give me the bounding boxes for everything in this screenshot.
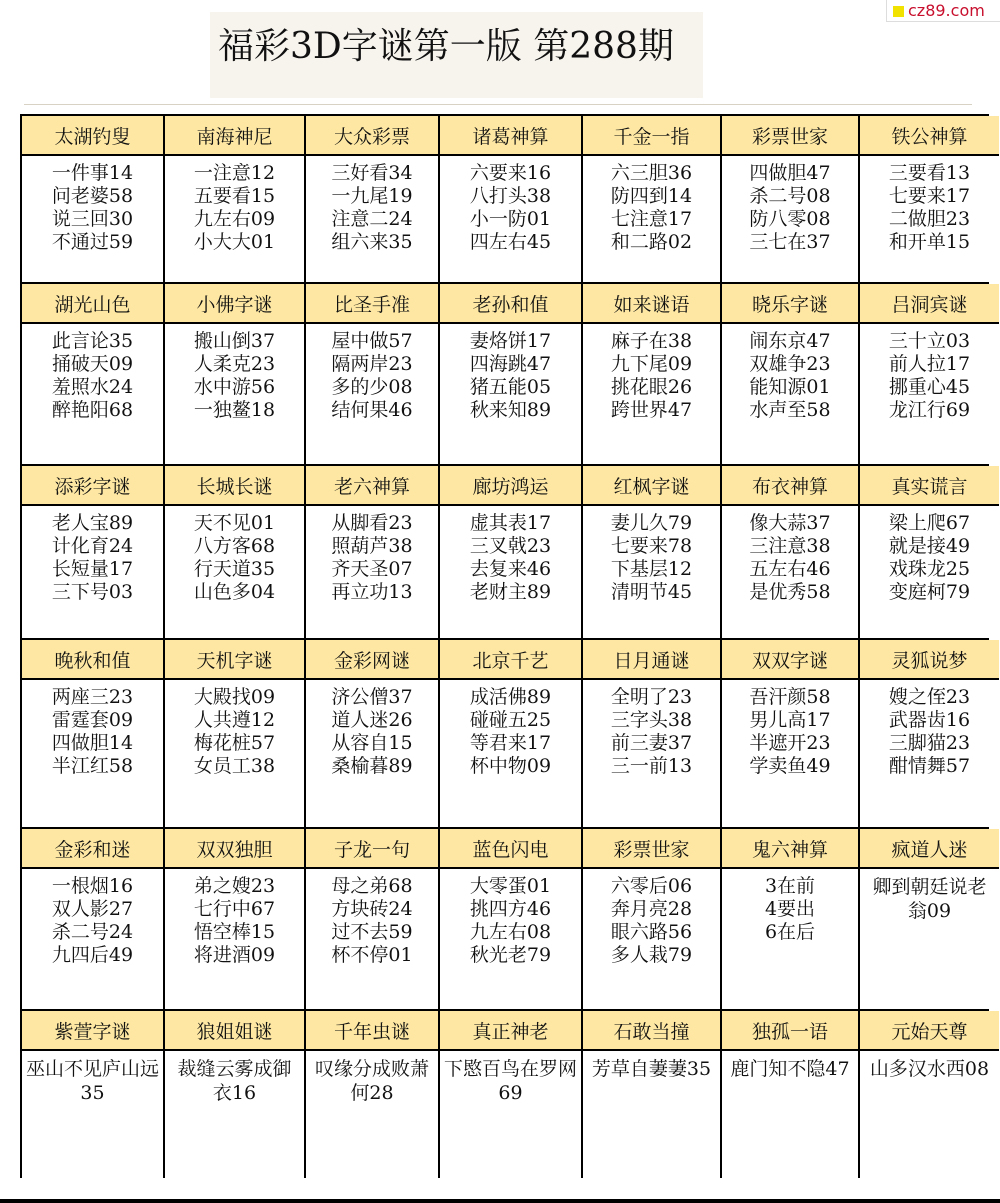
riddle-cell-title: 北京千艺 <box>440 640 581 680</box>
riddle-cell-body <box>165 324 304 464</box>
riddle-cell-title: 元始天尊 <box>860 1011 999 1051</box>
riddle-line: 此言论35 <box>51 330 134 352</box>
riddle-cell-title: 晚秋和值 <box>22 640 163 680</box>
riddle-cell-body <box>440 324 581 464</box>
riddle-cell-body <box>583 156 720 282</box>
riddle-line: 小大大01 <box>193 231 276 253</box>
riddle-cell <box>22 116 163 282</box>
riddle-line: 能知源01 <box>749 376 831 398</box>
riddle-line: 变庭柯79 <box>888 581 971 603</box>
riddle-line: 3在前 <box>764 875 816 897</box>
riddle-line: 三好看34 <box>331 162 413 184</box>
riddle-line: 男儿高17 <box>749 709 831 731</box>
riddle-cell-body <box>440 1051 581 1186</box>
riddle-line: 三下号03 <box>51 581 134 603</box>
riddle-line: 双人影27 <box>51 898 134 920</box>
riddle-line: 芳草自萋萋35 <box>591 1058 712 1080</box>
riddle-cell <box>583 466 720 638</box>
riddle-line: 三注意38 <box>749 535 831 557</box>
riddle-line: 奔月亮28 <box>610 898 693 920</box>
riddle-cell-body <box>583 1051 720 1186</box>
riddle-cell-body <box>22 156 163 282</box>
riddle-line: 行天道35 <box>193 558 276 580</box>
riddle-line: 多人栽79 <box>610 944 693 966</box>
riddle-cell-title: 真正神老 <box>440 1011 581 1051</box>
riddle-line: 防八零08 <box>749 208 831 230</box>
riddle-line: 三一前13 <box>610 755 693 777</box>
riddle-line: 捅破天09 <box>51 353 134 375</box>
riddle-line: 防四到14 <box>610 185 693 207</box>
riddle-cell <box>165 466 304 638</box>
riddle-cell-title: 彩票世家 <box>583 829 720 869</box>
riddle-line: 武器齿16 <box>888 709 971 731</box>
riddle-cell-body <box>722 156 858 282</box>
riddle-cell <box>722 116 858 282</box>
riddle-line: 女员工38 <box>193 755 276 777</box>
riddle-cell-body <box>22 1051 163 1186</box>
riddle-line: 注意二24 <box>331 208 413 230</box>
riddle-cell-title: 吕洞宾谜 <box>860 284 999 324</box>
riddle-line: 挑四方46 <box>469 898 552 920</box>
riddle-cell-title: 铁公神算 <box>860 116 999 156</box>
riddle-line: 过不去59 <box>331 921 413 943</box>
riddle-cell-body <box>165 680 304 827</box>
riddle-cell <box>722 1011 858 1186</box>
riddle-line: 梁上爬67 <box>888 512 971 534</box>
riddle-line: 老人宝89 <box>51 512 134 534</box>
riddle-cell <box>165 829 304 1009</box>
riddle-cell-title: 彩票世家 <box>722 116 858 156</box>
riddle-grid <box>20 114 989 1178</box>
logo-square-icon <box>893 6 904 17</box>
riddle-line: 鹿门知不隐47 <box>730 1058 850 1080</box>
riddle-line: 九左右08 <box>469 921 552 943</box>
riddle-line: 和开单15 <box>888 231 971 253</box>
riddle-line: 屋中做57 <box>331 330 413 352</box>
riddle-cell <box>165 1011 304 1186</box>
riddle-line: 天不见01 <box>193 512 276 534</box>
riddle-cell-title: 布衣神算 <box>722 466 858 506</box>
riddle-cell-body <box>722 680 858 827</box>
riddle-cell-body <box>860 506 999 638</box>
riddle-cell-title: 南海神尼 <box>165 116 304 156</box>
riddle-cell-title: 诸葛神算 <box>440 116 581 156</box>
riddle-cell-title: 长城长谜 <box>165 466 304 506</box>
riddle-cell-body <box>583 680 720 827</box>
riddle-line: 六要来16 <box>469 162 552 184</box>
riddle-cell-body <box>860 1051 999 1186</box>
riddle-cell-body <box>722 1051 858 1186</box>
riddle-line: 长短量17 <box>51 558 134 580</box>
bottom-border <box>0 1199 1000 1203</box>
riddle-line: 去复来46 <box>469 558 552 580</box>
riddle-cell-title: 蓝色闪电 <box>440 829 581 869</box>
riddle-line: 妻烙饼17 <box>469 330 552 352</box>
riddle-line: 清明节45 <box>610 581 693 603</box>
riddle-cell-body <box>165 1051 304 1186</box>
riddle-line: 五左右46 <box>749 558 831 580</box>
riddle-cell-body <box>722 324 858 464</box>
riddle-line: 6在后 <box>764 921 816 943</box>
riddle-cell-title: 金彩和迷 <box>22 829 163 869</box>
riddle-line: 照葫芦38 <box>331 535 413 557</box>
riddle-line: 挪重心45 <box>888 376 971 398</box>
riddle-cell <box>722 284 858 464</box>
riddle-cell <box>22 640 163 827</box>
riddle-line: 从容自15 <box>331 732 413 754</box>
riddle-line: 杀二号08 <box>749 185 831 207</box>
riddle-cell-title: 天机字谜 <box>165 640 304 680</box>
riddle-line: 齐天圣07 <box>331 558 413 580</box>
riddle-line: 水声至58 <box>749 399 831 421</box>
riddle-cell-title: 千金一指 <box>583 116 720 156</box>
riddle-cell-title: 灵狐说梦 <box>860 640 999 680</box>
riddle-line: 七要来78 <box>610 535 693 557</box>
riddle-line: 妻儿久79 <box>610 512 693 534</box>
riddle-cell-body <box>165 869 304 1009</box>
riddle-line: 猪五能05 <box>469 376 552 398</box>
riddle-line: 不通过59 <box>51 231 134 253</box>
riddle-line: 组六来35 <box>331 231 413 253</box>
riddle-line: 七行中67 <box>193 898 276 920</box>
riddle-line: 桑榆暮89 <box>331 755 413 777</box>
riddle-line: 巫山不见庐山远35 <box>26 1058 160 1104</box>
riddle-cell-title: 金彩网谜 <box>306 640 438 680</box>
riddle-cell <box>860 1011 999 1186</box>
riddle-cell <box>306 640 438 827</box>
page-title: 福彩3D字谜第一版 第288期 <box>218 26 674 67</box>
riddle-cell-body <box>440 680 581 827</box>
riddle-cell <box>306 1011 438 1186</box>
riddle-line: 一独鳌18 <box>193 399 276 421</box>
riddle-cell <box>860 640 999 827</box>
riddle-line: 悟空棒15 <box>193 921 276 943</box>
riddle-cell <box>440 829 581 1009</box>
riddle-line: 弟之嫂23 <box>193 875 276 897</box>
riddle-line: 一注意12 <box>193 162 276 184</box>
riddle-cell-body <box>22 324 163 464</box>
riddle-cell <box>22 466 163 638</box>
riddle-cell-body <box>860 869 999 1009</box>
riddle-line: 老财主89 <box>469 581 552 603</box>
riddle-line: 小一防01 <box>469 208 552 230</box>
riddle-line: 碰碰五25 <box>469 709 552 731</box>
riddle-cell <box>583 116 720 282</box>
riddle-cell <box>583 829 720 1009</box>
riddle-line: 全明了23 <box>610 686 693 708</box>
riddle-cell <box>860 829 999 1009</box>
riddle-line: 大零蛋01 <box>469 875 552 897</box>
riddle-line: 七注意17 <box>610 208 693 230</box>
riddle-cell-body <box>306 680 438 827</box>
riddle-cell-title: 疯道人迷 <box>860 829 999 869</box>
riddle-line: 问老婆58 <box>51 185 134 207</box>
riddle-line: 八方客68 <box>193 535 276 557</box>
riddle-cell <box>165 640 304 827</box>
riddle-cell <box>165 284 304 464</box>
riddle-line: 一九尾19 <box>331 185 413 207</box>
riddle-line: 九四后49 <box>51 944 134 966</box>
riddle-cell <box>722 466 858 638</box>
riddle-cell <box>860 116 999 282</box>
riddle-line: 一根烟16 <box>51 875 134 897</box>
riddle-line: 前三妻37 <box>610 732 693 754</box>
riddle-line: 三脚猫23 <box>888 732 971 754</box>
riddle-cell-title: 太湖钓叟 <box>22 116 163 156</box>
riddle-line: 卿到朝廷说老翁09 <box>872 876 987 922</box>
riddle-line: 道人迷26 <box>331 709 413 731</box>
riddle-cell-body <box>440 156 581 282</box>
riddle-cell <box>22 829 163 1009</box>
riddle-cell-title: 双双字谜 <box>722 640 858 680</box>
riddle-cell <box>165 116 304 282</box>
riddle-line: 三字头38 <box>610 709 693 731</box>
riddle-line: 济公僧37 <box>331 686 413 708</box>
riddle-cell <box>22 1011 163 1186</box>
riddle-cell-body <box>860 324 999 464</box>
riddle-line: 山色多04 <box>193 581 276 603</box>
riddle-line: 下基层12 <box>610 558 693 580</box>
riddle-line: 雷霆套09 <box>51 709 134 731</box>
riddle-cell-body <box>722 506 858 638</box>
riddle-cell-title: 比圣手准 <box>306 284 438 324</box>
riddle-line: 4要出 <box>764 898 816 920</box>
riddle-line: 六零后06 <box>610 875 693 897</box>
riddle-line: 秋光老79 <box>469 944 552 966</box>
riddle-line: 跨世界47 <box>610 399 693 421</box>
riddle-cell-title: 紫萱字谜 <box>22 1011 163 1051</box>
riddle-line: 人柔克23 <box>193 353 276 375</box>
riddle-cell-title: 添彩字谜 <box>22 466 163 506</box>
riddle-line: 人共遵12 <box>193 709 276 731</box>
riddle-cell-body <box>306 869 438 1009</box>
riddle-line: 是优秀58 <box>749 581 831 603</box>
riddle-cell <box>440 1011 581 1186</box>
riddle-line: 杯中物09 <box>469 755 552 777</box>
riddle-line: 裁缝云雾成御衣16 <box>177 1058 292 1104</box>
riddle-line: 三十立03 <box>888 330 971 352</box>
riddle-cell-title: 千年虫谜 <box>306 1011 438 1051</box>
riddle-cell-title: 如来谜语 <box>583 284 720 324</box>
riddle-cell-title: 双双独胆 <box>165 829 304 869</box>
riddle-cell-title: 老六神算 <box>306 466 438 506</box>
riddle-cell <box>583 640 720 827</box>
riddle-line: 三七在37 <box>749 231 831 253</box>
riddle-cell <box>860 284 999 464</box>
riddle-line: 将进酒09 <box>193 944 276 966</box>
riddle-line: 二做胆23 <box>888 208 971 230</box>
riddle-cell-body <box>583 869 720 1009</box>
riddle-line: 酣情舞57 <box>888 755 971 777</box>
riddle-line: 像大蒜37 <box>749 512 831 534</box>
riddle-line: 梅花桩57 <box>193 732 276 754</box>
riddle-line: 双雄争23 <box>749 353 831 375</box>
riddle-line: 羞照水24 <box>51 376 134 398</box>
riddle-line: 水中游56 <box>193 376 276 398</box>
riddle-line: 隔两岸23 <box>331 353 413 375</box>
riddle-cell-body <box>306 156 438 282</box>
riddle-cell-body <box>440 869 581 1009</box>
logo-text: cz89.com <box>908 1 985 20</box>
riddle-line: 三叉戟23 <box>469 535 552 557</box>
riddle-line: 母之弟68 <box>331 875 413 897</box>
riddle-cell <box>583 284 720 464</box>
riddle-cell <box>306 466 438 638</box>
riddle-cell-title: 红枫字谜 <box>583 466 720 506</box>
riddle-cell-body <box>22 869 163 1009</box>
riddle-cell-title: 廊坊鸿运 <box>440 466 581 506</box>
riddle-cell-body <box>306 324 438 464</box>
riddle-line: 麻子在38 <box>610 330 693 352</box>
riddle-cell <box>860 466 999 638</box>
riddle-line: 八打头38 <box>469 185 552 207</box>
riddle-line: 三要看13 <box>888 162 971 184</box>
riddle-cell <box>440 466 581 638</box>
site-logo[interactable] <box>886 0 1000 22</box>
riddle-line: 杯不停01 <box>331 944 413 966</box>
riddle-cell <box>306 829 438 1009</box>
riddle-line: 计化育24 <box>51 535 134 557</box>
riddle-line: 眼六路56 <box>610 921 693 943</box>
riddle-line: 吾汗颜58 <box>749 686 831 708</box>
riddle-cell-title: 大众彩票 <box>306 116 438 156</box>
riddle-cell <box>22 284 163 464</box>
riddle-cell <box>306 284 438 464</box>
riddle-line: 醉艳阳68 <box>51 399 134 421</box>
riddle-line: 四左右45 <box>469 231 552 253</box>
riddle-line: 多的少08 <box>331 376 413 398</box>
riddle-cell-title: 狼姐姐谜 <box>165 1011 304 1051</box>
riddle-cell-title: 石敢当撞 <box>583 1011 720 1051</box>
riddle-line: 秋来知89 <box>469 399 552 421</box>
riddle-cell-title: 老孙和值 <box>440 284 581 324</box>
riddle-line: 两座三23 <box>51 686 134 708</box>
riddle-line: 闹东京47 <box>749 330 831 352</box>
riddle-cell-body <box>306 1051 438 1186</box>
riddle-cell-body <box>22 506 163 638</box>
riddle-line: 叹缘分成败萧何28 <box>314 1058 429 1104</box>
riddle-line: 下愍百鸟在罗网69 <box>444 1058 578 1104</box>
riddle-line: 五要看15 <box>193 185 276 207</box>
riddle-cell-title: 鬼六神算 <box>722 829 858 869</box>
riddle-cell-body <box>22 680 163 827</box>
riddle-line: 半遮开23 <box>749 732 831 754</box>
riddle-line: 龙江行69 <box>888 399 971 421</box>
riddle-line: 一件事14 <box>51 162 134 184</box>
riddle-line: 戏珠龙25 <box>888 558 971 580</box>
riddle-line: 四做胆47 <box>749 162 831 184</box>
riddle-line: 挑花眼26 <box>610 376 693 398</box>
riddle-line: 前人拉17 <box>888 353 971 375</box>
riddle-cell-title: 小佛字谜 <box>165 284 304 324</box>
riddle-cell-title: 子龙一句 <box>306 829 438 869</box>
riddle-cell <box>440 640 581 827</box>
riddle-line: 再立功13 <box>331 581 413 603</box>
riddle-cell-body <box>583 506 720 638</box>
riddle-line: 说三回30 <box>51 208 134 230</box>
riddle-cell <box>306 116 438 282</box>
riddle-cell <box>583 1011 720 1186</box>
riddle-line: 九下尾09 <box>610 353 693 375</box>
riddle-cell-body <box>165 506 304 638</box>
riddle-line: 就是接49 <box>888 535 971 557</box>
riddle-cell-body <box>722 869 858 1009</box>
riddle-line: 四海跳47 <box>469 353 552 375</box>
riddle-cell-title: 湖光山色 <box>22 284 163 324</box>
riddle-cell-body <box>583 324 720 464</box>
riddle-line: 搬山倒37 <box>193 330 276 352</box>
riddle-line: 大殿找09 <box>193 686 276 708</box>
riddle-cell <box>722 829 858 1009</box>
riddle-cell-body <box>306 506 438 638</box>
riddle-cell <box>722 640 858 827</box>
riddle-cell-title: 晓乐字谜 <box>722 284 858 324</box>
riddle-cell-title: 独孤一语 <box>722 1011 858 1051</box>
riddle-cell <box>440 284 581 464</box>
riddle-line: 七要来17 <box>888 185 971 207</box>
riddle-cell <box>440 116 581 282</box>
riddle-cell-body <box>860 680 999 827</box>
riddle-line: 九左右09 <box>193 208 276 230</box>
riddle-line: 四做胆14 <box>51 732 134 754</box>
riddle-line: 结何果46 <box>331 399 413 421</box>
riddle-cell-title: 真实谎言 <box>860 466 999 506</box>
riddle-line: 方块砖24 <box>331 898 413 920</box>
riddle-line: 虚其表17 <box>469 512 552 534</box>
riddle-line: 等君来17 <box>469 732 552 754</box>
riddle-line: 半江红58 <box>51 755 134 777</box>
riddle-line: 成活佛89 <box>469 686 552 708</box>
riddle-cell-body <box>440 506 581 638</box>
riddle-line: 和二路02 <box>610 231 693 253</box>
riddle-line: 从脚看23 <box>331 512 413 534</box>
riddle-cell-body <box>860 156 999 282</box>
riddle-cell-title: 日月通谜 <box>583 640 720 680</box>
riddle-line: 学卖鱼49 <box>749 755 831 777</box>
riddle-cell-body <box>165 156 304 282</box>
riddle-line: 杀二号24 <box>51 921 134 943</box>
riddle-line: 山多汉水西08 <box>869 1058 990 1080</box>
riddle-line: 嫂之侄23 <box>888 686 971 708</box>
title-divider <box>24 104 972 105</box>
riddle-line: 六三胆36 <box>610 162 693 184</box>
